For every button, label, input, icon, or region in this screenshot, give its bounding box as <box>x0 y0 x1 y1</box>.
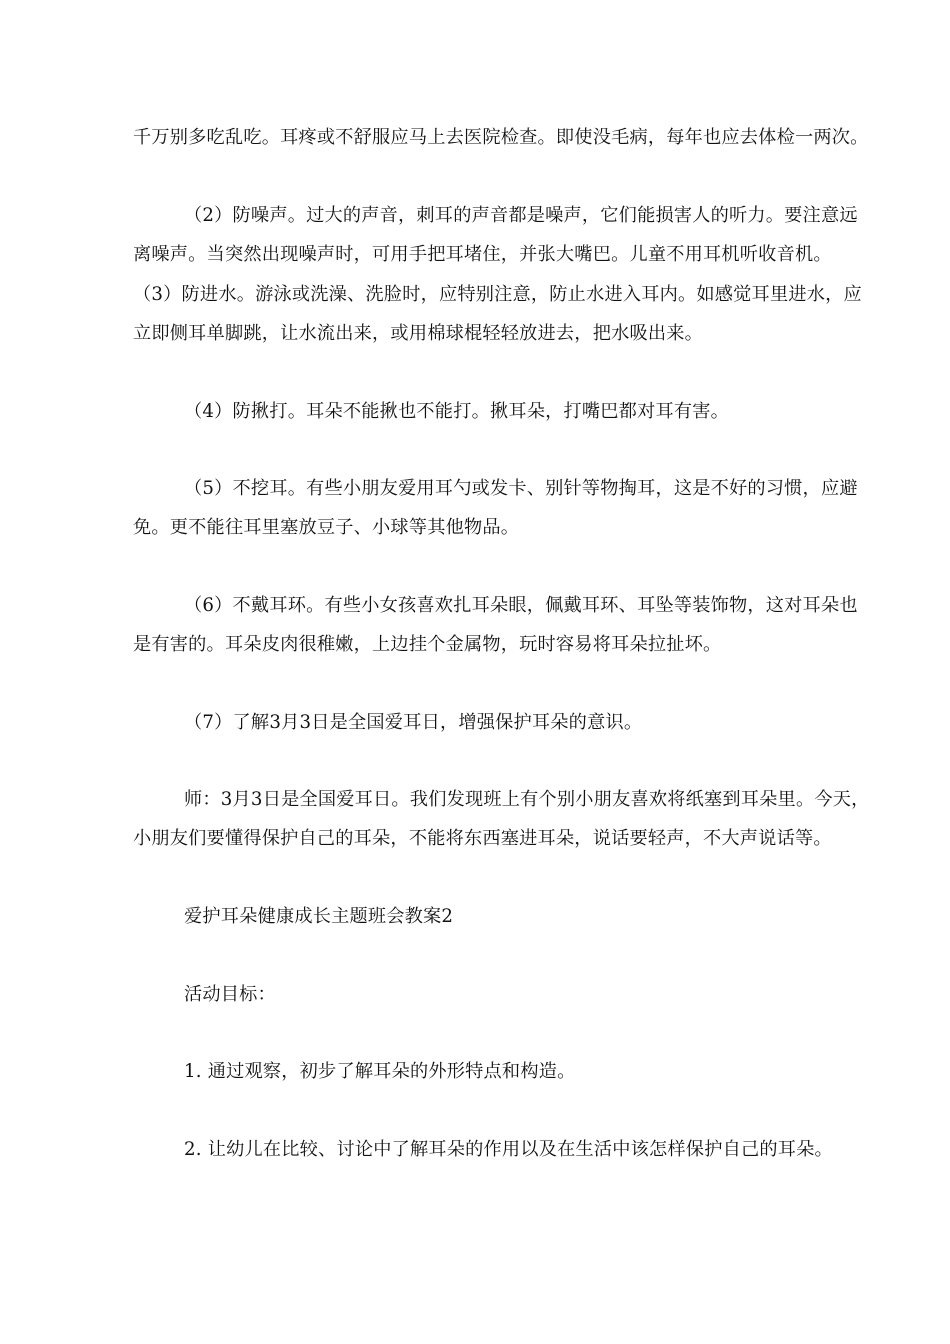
paragraph-1-line-1: 千万别多吃乱吃。耳疼或不舒服应马上去医院检查。即使没毛病，每年也应去体检一两次。 <box>133 127 869 148</box>
goal-item-2: 2. 让幼儿在比较、讨论中了解耳朵的作用以及在生活中该怎样保护自己的耳朵。 <box>184 1139 833 1160</box>
paragraph-5-line-1: （5）不挖耳。有些小朋友爱用耳勺或发卡、别针等物掏耳，这是不好的习惯，应避 <box>184 478 858 499</box>
paragraph-3-line-2: 立即侧耳单脚跳，让水流出来，或用棉球棍轻轻放进去，把水吸出来。 <box>133 323 704 344</box>
section-title: 爱护耳朵健康成长主题班会教案2 <box>184 906 454 927</box>
goal-item-1: 1. 通过观察，初步了解耳朵的外形特点和构造。 <box>184 1061 576 1082</box>
paragraph-6-line-1: （6）不戴耳环。有些小女孩喜欢扎耳朵眼，佩戴耳环、耳坠等装饰物，这对耳朵也 <box>184 595 858 616</box>
paragraph-2-line-1: （2）防噪声。过大的声音，刺耳的声音都是噪声，它们能损害人的听力。要注意远 <box>184 205 858 226</box>
paragraph-6-line-2: 是有害的。耳朵皮肉很稚嫩，上边挂个金属物，玩时容易将耳朵拉扯坏。 <box>133 634 722 655</box>
paragraph-3-line-1: （3）防进水。游泳或洗澡、洗脸时，应特别注意，防止水进入耳内。如感觉耳里进水，应 <box>133 284 862 305</box>
paragraph-5-line-2: 免。更不能往耳里塞放豆子、小球等其他物品。 <box>133 517 520 538</box>
paragraph-8-line-1: 师：3月3日是全国爱耳日。我们发现班上有个别小朋友喜欢将纸塞到耳朵里。今天， <box>184 789 870 810</box>
paragraph-7-line-1: （7）了解3月3日是全国爱耳日，增强保护耳朵的意识。 <box>184 712 643 733</box>
paragraph-4-line-1: （4）防揪打。耳朵不能揪也不能打。揪耳朵，打嘴巴都对耳有害。 <box>184 401 730 422</box>
paragraph-8-line-2: 小朋友们要懂得保护自己的耳朵，不能将东西塞进耳朵，说话要轻声，不大声说话等。 <box>133 828 832 849</box>
activity-goals-heading: 活动目标： <box>184 984 276 1005</box>
paragraph-2-line-2: 离噪声。当突然出现噪声时，可用手把耳堵住，并张大嘴巴。儿童不用耳机听收音机。 <box>133 244 832 265</box>
